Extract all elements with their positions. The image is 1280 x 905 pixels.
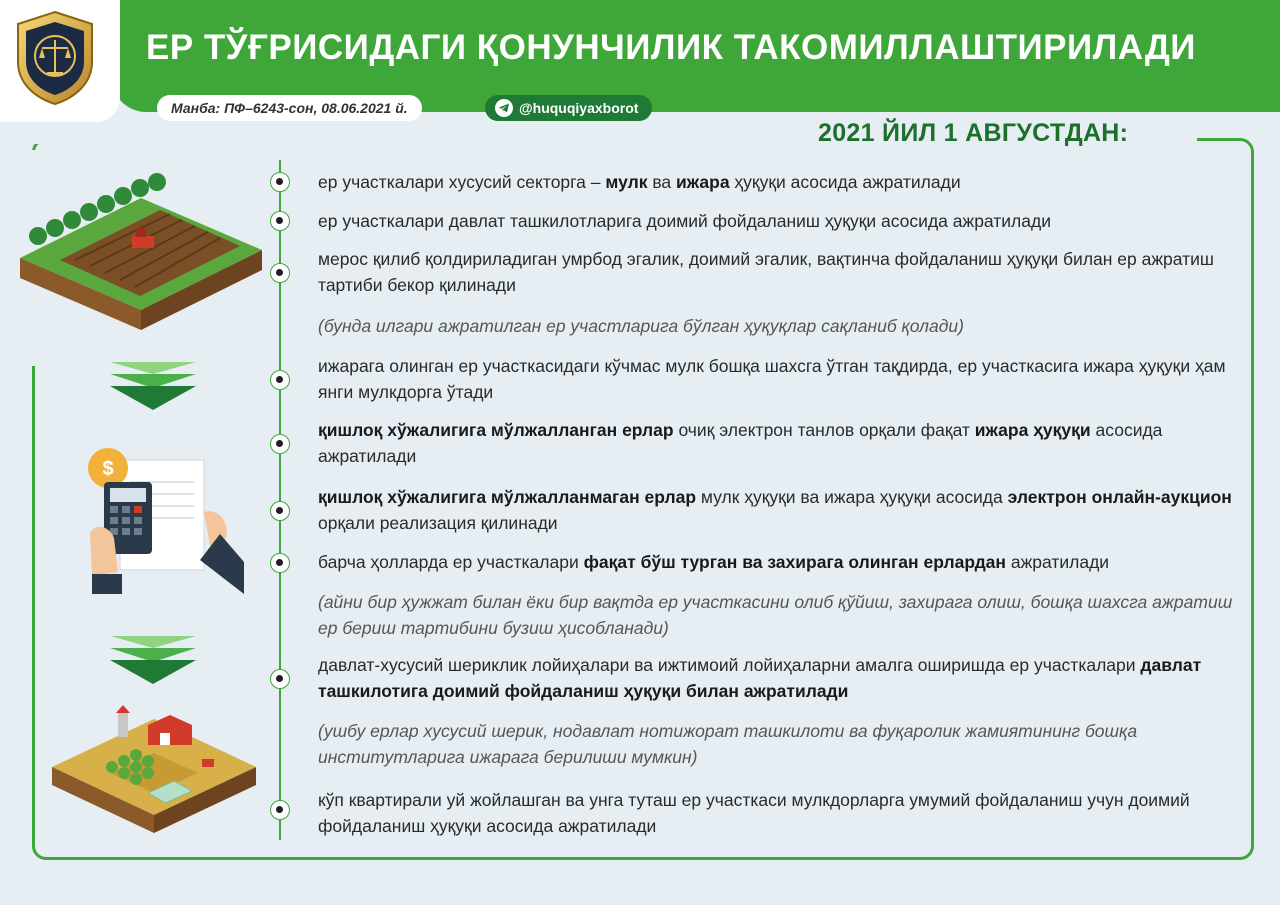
list-item: мерос қилиб қолдириладиган умрбод эгалик, доимий эгалик, вақтинча фойдаланиш ҳуқуқи билан ер ажратиш тартиби бекор қилинади: [318, 249, 1214, 295]
emblem-logo-icon: [12, 10, 98, 106]
timeline-dot: [270, 263, 290, 283]
date-heading: 2021 ЙИЛ 1 АВГУСТДАН:: [818, 119, 1129, 147]
list-item: кўп квартирали уй жойлашган ва унга туташ ер участкаси мулкдорларга умумий фойдаланиш учун доимий фойдаланиш ҳуқуқи асосида ажратилади: [318, 790, 1190, 836]
logo-container: [0, 0, 120, 122]
timeline-dot: [270, 501, 290, 521]
list-item: ижарага олинган ер участкасидаги кўчмас мулк бошқа шахсга ўтган тақдирда, ер участкасига ижара ҳуқуқи ҳам янги мулкдорга ўтади: [318, 356, 1226, 402]
list-item: давлат-хусусий шериклик лойиҳалари ва ижтимоий лойиҳаларни амалга оширишда ер участкалари давлат ташкилотига доимий фойдаланиш ҳуқуқи билан ажратилади: [318, 655, 1202, 701]
telegram-icon: [495, 99, 513, 117]
source-badge: Манба: ПФ–6243-сон, 08.06.2021 й.: [157, 95, 422, 121]
chevron-down-icon: [110, 636, 196, 684]
timeline-dot: [270, 669, 290, 689]
page-title: ЕР ТЎҒРИСИДАГИ ҚОНУНЧИЛИК ТАКОМИЛЛАШТИРИЛАДИ: [146, 28, 1196, 67]
timeline-dot: [270, 172, 290, 192]
svg-text:$: $: [102, 458, 114, 480]
timeline-dot: [270, 370, 290, 390]
note-item: (айни бир ҳужжат билан ёки бир вақтда ер участкасини олиб қўйиш, захирага олиш, бошқа шахсга ажратиш ер бериш тартибини бузиш ҳисобланади): [318, 592, 1233, 638]
timeline-dot: [270, 800, 290, 820]
farm-village-icon: [52, 705, 256, 835]
list-item: барча ҳолларда ер участкалари фақат бўш турган ва захирага олинган ерлардан ажратилади: [318, 552, 1110, 572]
note-item: (бунда илгари ажратилган ер участларига бўлган ҳуқуқлар сақланиб қолади): [318, 316, 964, 336]
timeline-dot: [270, 553, 290, 573]
list-item: ер участкалари давлат ташкилотларига доимий фойдаланиш ҳуқуқи асосида ажратилади: [318, 211, 1051, 231]
list-item: қишлоқ хўжалигига мўлжалланган ерлар очиқ электрон танлов орқали фақат ижара ҳуқуқи асосида ажратилади: [318, 420, 1163, 466]
timeline-line: [279, 160, 281, 840]
list-item: қишлоқ хўжалигига мўлжалланмаган ерлар мулк ҳуқуқи ва ижара ҳуқуқи асосида электрон онлайн-аукцион орқали реализация қилинади: [318, 487, 1232, 533]
calculator-document-icon: [80, 442, 244, 598]
farm-field-icon: [20, 170, 262, 330]
timeline-dot: [270, 434, 290, 454]
note-item: (ушбу ерлар хусусий шерик, нодавлат нотижорат ташкилоти ва фуқаролик жамиятининг бошқа институтларига ижарага берилиши мумкин): [318, 721, 1138, 767]
telegram-handle: @huquqiyaxborot: [519, 100, 639, 116]
telegram-link[interactable]: [485, 95, 652, 121]
timeline-dot: [270, 211, 290, 231]
chevron-down-icon: [110, 362, 196, 410]
list-item: ер участкалари хусусий секторга – мулк ва ижара ҳуқуқи асосида ажратилади: [318, 172, 961, 192]
